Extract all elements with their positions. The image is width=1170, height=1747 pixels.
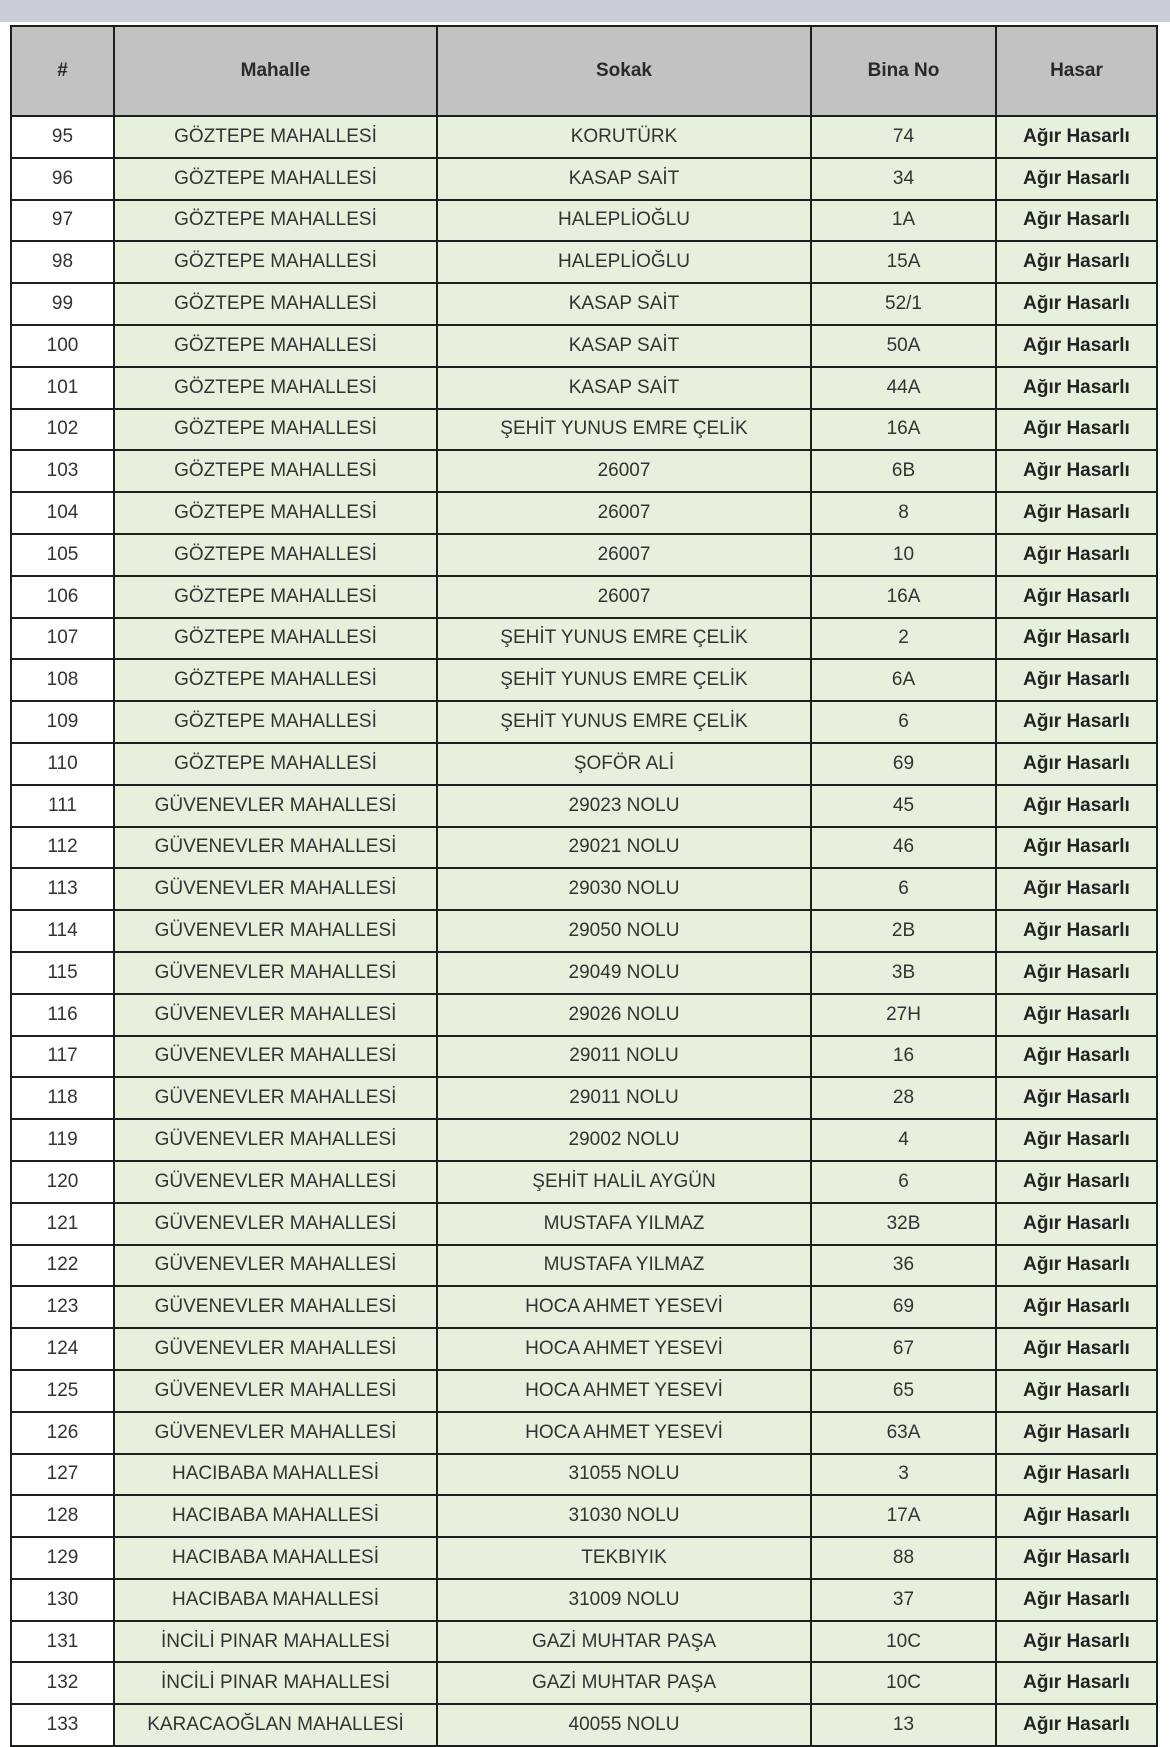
row-number: 114 [11,910,114,952]
mahalle-cell: GÖZTEPE MAHALLESİ [114,534,437,576]
sokak-cell: 26007 [437,534,811,576]
hasar-cell: Ağır Hasarlı [996,1077,1157,1119]
row-number: 119 [11,1119,114,1161]
header-mahalle: Mahalle [114,26,437,116]
hasar-cell: Ağır Hasarlı [996,701,1157,743]
sokak-cell: HALEPLİOĞLU [437,200,811,242]
row-number: 95 [11,116,114,158]
mahalle-cell: HACIBABA MAHALLESİ [114,1454,437,1496]
mahalle-cell: GÖZTEPE MAHALLESİ [114,492,437,534]
row-number: 128 [11,1495,114,1537]
bina-no-cell: 74 [811,116,996,158]
bina-no-cell: 32B [811,1203,996,1245]
mahalle-cell: GÜVENEVLER MAHALLESİ [114,910,437,952]
bina-no-cell: 67 [811,1328,996,1370]
hasar-cell: Ağır Hasarlı [996,200,1157,242]
sokak-cell: 26007 [437,492,811,534]
hasar-cell: Ağır Hasarlı [996,534,1157,576]
mahalle-cell: GÜVENEVLER MAHALLESİ [114,1036,437,1078]
header-hasar: Hasar [996,26,1157,116]
mahalle-cell: GÜVENEVLER MAHALLESİ [114,1245,437,1287]
row-number: 133 [11,1704,114,1746]
hasar-cell: Ağır Hasarlı [996,409,1157,451]
sokak-cell: KASAP SAİT [437,158,811,200]
table-row [11,1454,1157,1496]
hasar-cell: Ağır Hasarlı [996,450,1157,492]
mahalle-cell: GÖZTEPE MAHALLESİ [114,450,437,492]
hasar-cell: Ağır Hasarlı [996,1412,1157,1454]
table-row [11,534,1157,576]
bina-no-cell: 69 [811,743,996,785]
mahalle-cell: GÖZTEPE MAHALLESİ [114,701,437,743]
bina-no-cell: 27H [811,994,996,1036]
mahalle-cell: GÖZTEPE MAHALLESİ [114,367,437,409]
row-number: 131 [11,1621,114,1663]
hasar-cell: Ağır Hasarlı [996,1537,1157,1579]
bina-no-cell: 28 [811,1077,996,1119]
hasar-cell: Ağır Hasarlı [996,1161,1157,1203]
row-number: 130 [11,1579,114,1621]
hasar-cell: Ağır Hasarlı [996,827,1157,869]
bina-no-cell: 65 [811,1370,996,1412]
hasar-cell: Ağır Hasarlı [996,659,1157,701]
header-num: # [11,26,114,116]
hasar-cell: Ağır Hasarlı [996,994,1157,1036]
mahalle-cell: GÖZTEPE MAHALLESİ [114,409,437,451]
row-number: 111 [11,785,114,827]
sokak-cell: ŞEHİT YUNUS EMRE ÇELİK [437,618,811,660]
hasar-cell: Ağır Hasarlı [996,1454,1157,1496]
bina-no-cell: 34 [811,158,996,200]
sokak-cell: 29049 NOLU [437,952,811,994]
table-row [11,1621,1157,1663]
mahalle-cell: KARACAOĞLAN MAHALLESİ [114,1704,437,1746]
hasar-cell: Ağır Hasarlı [996,868,1157,910]
table-row [11,283,1157,325]
bina-no-cell: 10C [811,1662,996,1704]
hasar-cell: Ağır Hasarlı [996,1036,1157,1078]
hasar-cell: Ağır Hasarlı [996,1328,1157,1370]
bina-no-cell: 2 [811,618,996,660]
hasar-cell: Ağır Hasarlı [996,1662,1157,1704]
bina-no-cell: 46 [811,827,996,869]
bina-no-cell: 2B [811,910,996,952]
row-number: 113 [11,868,114,910]
row-number: 124 [11,1328,114,1370]
row-number: 126 [11,1412,114,1454]
table-row [11,659,1157,701]
row-number: 105 [11,534,114,576]
table-row [11,1077,1157,1119]
bina-no-cell: 4 [811,1119,996,1161]
hasar-cell: Ağır Hasarlı [996,492,1157,534]
hasar-cell: Ağır Hasarlı [996,241,1157,283]
sokak-cell: ŞEHİT YUNUS EMRE ÇELİK [437,659,811,701]
mahalle-cell: GÜVENEVLER MAHALLESİ [114,1328,437,1370]
hasar-cell: Ağır Hasarlı [996,743,1157,785]
table-row [11,743,1157,785]
bina-no-cell: 16 [811,1036,996,1078]
row-number: 116 [11,994,114,1036]
sokak-cell: HOCA AHMET YESEVİ [437,1412,811,1454]
mahalle-cell: GÖZTEPE MAHALLESİ [114,576,437,618]
table-row [11,409,1157,451]
hasar-cell: Ağır Hasarlı [996,1704,1157,1746]
bina-no-cell: 50A [811,325,996,367]
mahalle-cell: GÖZTEPE MAHALLESİ [114,659,437,701]
row-number: 106 [11,576,114,618]
row-number: 99 [11,283,114,325]
sokak-cell: TEKBIYIK [437,1537,811,1579]
mahalle-cell: GÜVENEVLER MAHALLESİ [114,994,437,1036]
row-number: 112 [11,827,114,869]
hasar-cell: Ağır Hasarlı [996,1370,1157,1412]
sokak-cell: 40055 NOLU [437,1704,811,1746]
bina-no-cell: 15A [811,241,996,283]
table-row [11,1203,1157,1245]
mahalle-cell: GÖZTEPE MAHALLESİ [114,283,437,325]
hasar-cell: Ağır Hasarlı [996,785,1157,827]
bina-no-cell: 1A [811,200,996,242]
row-number: 125 [11,1370,114,1412]
table-row [11,1537,1157,1579]
sokak-cell: 31055 NOLU [437,1454,811,1496]
mahalle-cell: GÖZTEPE MAHALLESİ [114,116,437,158]
table-row [11,618,1157,660]
mahalle-cell: GÖZTEPE MAHALLESİ [114,158,437,200]
table-row [11,1036,1157,1078]
table-row [11,1370,1157,1412]
hasar-cell: Ağır Hasarlı [996,1621,1157,1663]
sokak-cell: ŞEHİT YUNUS EMRE ÇELİK [437,701,811,743]
sokak-cell: GAZİ MUHTAR PAŞA [437,1662,811,1704]
mahalle-cell: GÜVENEVLER MAHALLESİ [114,1370,437,1412]
bina-no-cell: 10 [811,534,996,576]
sokak-cell: 29011 NOLU [437,1036,811,1078]
sokak-cell: HOCA AHMET YESEVİ [437,1370,811,1412]
hasar-cell: Ağır Hasarlı [996,158,1157,200]
table-row [11,200,1157,242]
hasar-cell: Ağır Hasarlı [996,1203,1157,1245]
mahalle-cell: GÖZTEPE MAHALLESİ [114,618,437,660]
top-bar [0,0,1170,22]
sokak-cell: 31030 NOLU [437,1495,811,1537]
bina-no-cell: 44A [811,367,996,409]
sokak-cell: KASAP SAİT [437,283,811,325]
mahalle-cell: GÜVENEVLER MAHALLESİ [114,1119,437,1161]
row-number: 117 [11,1036,114,1078]
mahalle-cell: GÜVENEVLER MAHALLESİ [114,952,437,994]
sokak-cell: MUSTAFA YILMAZ [437,1203,811,1245]
row-number: 108 [11,659,114,701]
row-number: 107 [11,618,114,660]
header-sokak: Sokak [437,26,811,116]
hasar-cell: Ağır Hasarlı [996,367,1157,409]
bina-no-cell: 63A [811,1412,996,1454]
sokak-cell: 29021 NOLU [437,827,811,869]
bina-no-cell: 10C [811,1621,996,1663]
mahalle-cell: GÖZTEPE MAHALLESİ [114,241,437,283]
bina-no-cell: 13 [811,1704,996,1746]
row-number: 115 [11,952,114,994]
table-row [11,868,1157,910]
header-row [11,26,1157,116]
row-number: 98 [11,241,114,283]
sokak-cell: 29023 NOLU [437,785,811,827]
hasar-cell: Ağır Hasarlı [996,910,1157,952]
hasar-cell: Ağır Hasarlı [996,1579,1157,1621]
bina-no-cell: 69 [811,1286,996,1328]
bina-no-cell: 3 [811,1454,996,1496]
table-row [11,994,1157,1036]
table-row [11,1161,1157,1203]
table-row [11,325,1157,367]
damage-table [10,25,1158,1747]
sokak-cell: KORUTÜRK [437,116,811,158]
row-number: 132 [11,1662,114,1704]
hasar-cell: Ağır Hasarlı [996,618,1157,660]
sokak-cell: GAZİ MUHTAR PAŞA [437,1621,811,1663]
row-number: 122 [11,1245,114,1287]
bina-no-cell: 36 [811,1245,996,1287]
row-number: 123 [11,1286,114,1328]
row-number: 96 [11,158,114,200]
mahalle-cell: İNCİLİ PINAR MAHALLESİ [114,1662,437,1704]
table-row [11,1579,1157,1621]
bina-no-cell: 17A [811,1495,996,1537]
hasar-cell: Ağır Hasarlı [996,1286,1157,1328]
row-number: 118 [11,1077,114,1119]
table-row [11,1412,1157,1454]
mahalle-cell: HACIBABA MAHALLESİ [114,1537,437,1579]
bina-no-cell: 6 [811,1161,996,1203]
table-body [11,116,1157,1746]
mahalle-cell: GÜVENEVLER MAHALLESİ [114,785,437,827]
sokak-cell: HOCA AHMET YESEVİ [437,1286,811,1328]
row-number: 129 [11,1537,114,1579]
table-row [11,1119,1157,1161]
table-row [11,827,1157,869]
row-number: 102 [11,409,114,451]
table-row [11,1662,1157,1704]
row-number: 110 [11,743,114,785]
row-number: 120 [11,1161,114,1203]
table-row [11,910,1157,952]
row-number: 103 [11,450,114,492]
sokak-cell: 31009 NOLU [437,1579,811,1621]
table-row [11,1245,1157,1287]
row-number: 104 [11,492,114,534]
header-bina-no: Bina No [811,26,996,116]
bina-no-cell: 6 [811,701,996,743]
sokak-cell: 29002 NOLU [437,1119,811,1161]
sokak-cell: 26007 [437,450,811,492]
sokak-cell: KASAP SAİT [437,325,811,367]
sokak-cell: ŞEHİT HALİL AYGÜN [437,1161,811,1203]
sokak-cell: ŞEHİT YUNUS EMRE ÇELİK [437,409,811,451]
mahalle-cell: GÖZTEPE MAHALLESİ [114,200,437,242]
row-number: 101 [11,367,114,409]
sokak-cell: HALEPLİOĞLU [437,241,811,283]
table-row [11,241,1157,283]
bina-no-cell: 52/1 [811,283,996,325]
row-number: 109 [11,701,114,743]
hasar-cell: Ağır Hasarlı [996,1495,1157,1537]
hasar-cell: Ağır Hasarlı [996,116,1157,158]
table-row [11,576,1157,618]
row-number: 121 [11,1203,114,1245]
mahalle-cell: İNCİLİ PINAR MAHALLESİ [114,1621,437,1663]
table-row [11,492,1157,534]
sokak-cell: 29026 NOLU [437,994,811,1036]
hasar-cell: Ağır Hasarlı [996,325,1157,367]
mahalle-cell: GÖZTEPE MAHALLESİ [114,325,437,367]
sokak-cell: 29050 NOLU [437,910,811,952]
hasar-cell: Ağır Hasarlı [996,1245,1157,1287]
table-row [11,1286,1157,1328]
hasar-cell: Ağır Hasarlı [996,283,1157,325]
table-row [11,701,1157,743]
bina-no-cell: 45 [811,785,996,827]
mahalle-cell: GÜVENEVLER MAHALLESİ [114,1286,437,1328]
bina-no-cell: 3B [811,952,996,994]
mahalle-cell: GÜVENEVLER MAHALLESİ [114,868,437,910]
bina-no-cell: 88 [811,1537,996,1579]
table-row [11,116,1157,158]
bina-no-cell: 16A [811,576,996,618]
table-row [11,1704,1157,1746]
sokak-cell: ŞOFÖR ALİ [437,743,811,785]
table-row [11,158,1157,200]
bina-no-cell: 16A [811,409,996,451]
hasar-cell: Ağır Hasarlı [996,952,1157,994]
mahalle-cell: GÜVENEVLER MAHALLESİ [114,1077,437,1119]
bina-no-cell: 6B [811,450,996,492]
mahalle-cell: GÜVENEVLER MAHALLESİ [114,1161,437,1203]
table-row [11,785,1157,827]
table-row [11,952,1157,994]
bina-no-cell: 37 [811,1579,996,1621]
sokak-cell: HOCA AHMET YESEVİ [437,1328,811,1370]
hasar-cell: Ağır Hasarlı [996,576,1157,618]
sokak-cell: 29030 NOLU [437,868,811,910]
table-row [11,1328,1157,1370]
bina-no-cell: 6A [811,659,996,701]
bina-no-cell: 8 [811,492,996,534]
row-number: 127 [11,1454,114,1496]
row-number: 100 [11,325,114,367]
mahalle-cell: HACIBABA MAHALLESİ [114,1495,437,1537]
sokak-cell: MUSTAFA YILMAZ [437,1245,811,1287]
table-row [11,367,1157,409]
hasar-cell: Ağır Hasarlı [996,1119,1157,1161]
sokak-cell: KASAP SAİT [437,367,811,409]
bina-no-cell: 6 [811,868,996,910]
damage-table-container [10,25,1158,1747]
table-row [11,1495,1157,1537]
mahalle-cell: GÖZTEPE MAHALLESİ [114,743,437,785]
mahalle-cell: HACIBABA MAHALLESİ [114,1579,437,1621]
sokak-cell: 29011 NOLU [437,1077,811,1119]
table-row [11,450,1157,492]
sokak-cell: 26007 [437,576,811,618]
mahalle-cell: GÜVENEVLER MAHALLESİ [114,1412,437,1454]
row-number: 97 [11,200,114,242]
mahalle-cell: GÜVENEVLER MAHALLESİ [114,827,437,869]
mahalle-cell: GÜVENEVLER MAHALLESİ [114,1203,437,1245]
